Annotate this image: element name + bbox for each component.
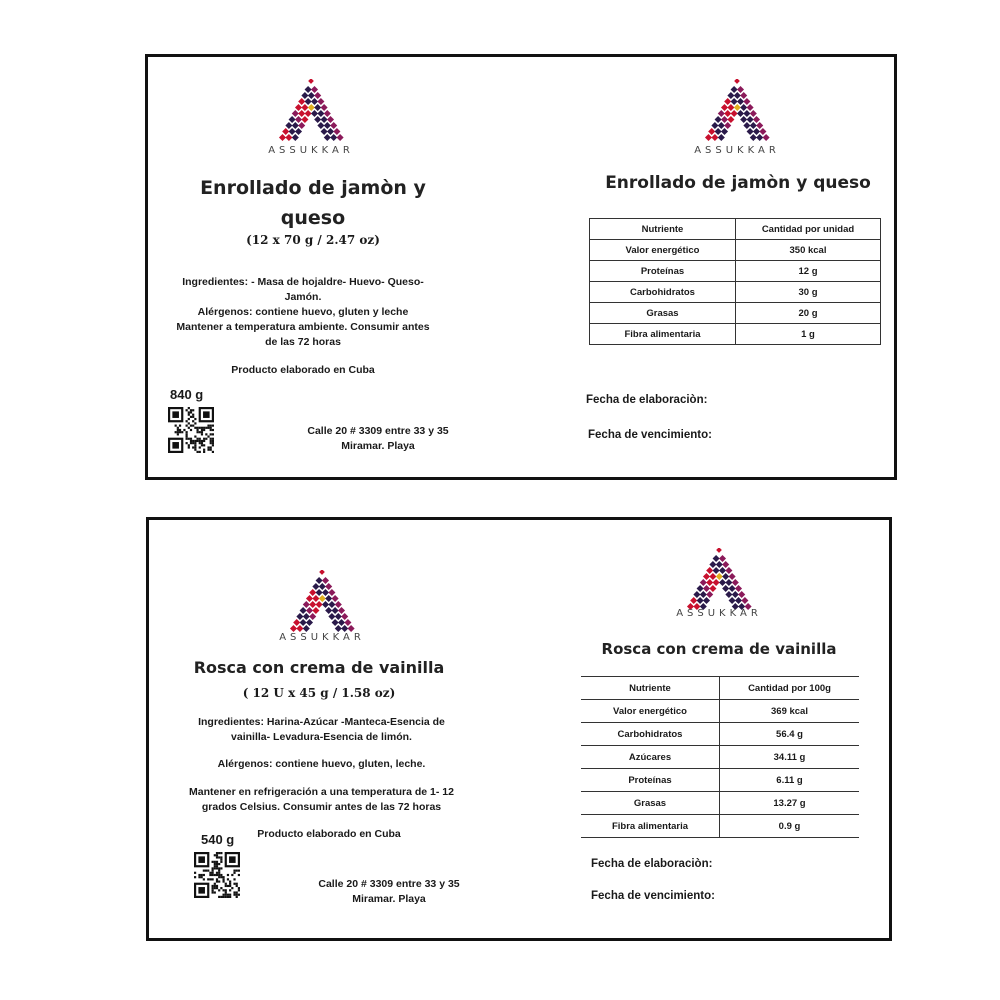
- product-label-rosca: [146, 517, 892, 941]
- address-line1: Calle 20 # 3309 entre 33 y 35: [307, 425, 449, 437]
- address-line2: Miramar. Playa: [352, 893, 426, 905]
- assukkar-logo: [692, 79, 782, 149]
- ingredients-line2: Jamón.: [284, 291, 322, 303]
- table-cell: 6.11 g: [720, 769, 860, 792]
- table-cell: 20 g: [736, 303, 881, 324]
- product-package-size: ( 12 U x 45 g / 1.58 oz): [242, 686, 396, 700]
- product-package-size: (12 x 70 g / 2.47 oz): [246, 233, 380, 247]
- table-row: [581, 746, 859, 769]
- table-header-cell: Cantidad por 100g: [720, 677, 860, 700]
- table-row: [581, 815, 859, 838]
- table-header-cell: Nutriente: [590, 219, 736, 240]
- production-date-label: Fecha de elaboraciòn:: [586, 394, 708, 406]
- expiry-date-label: Fecha de vencimiento:: [588, 429, 712, 441]
- production-date-label: Fecha de elaboraciòn:: [591, 858, 713, 870]
- table-cell: Carbohidratos: [590, 282, 736, 303]
- table-cell: 30 g: [736, 282, 881, 303]
- nutrition-title: Enrollado de jamòn y queso: [605, 173, 871, 193]
- brand-name: ASSUKKAR: [694, 145, 780, 156]
- table-header-cell: Nutriente: [581, 677, 720, 700]
- table-row: [581, 769, 859, 792]
- assukkar-logo: [266, 79, 356, 149]
- origin-text: Producto elaborado en Cuba: [257, 828, 401, 840]
- table-cell: 56.4 g: [720, 723, 860, 746]
- product-title: Rosca con crema de vainilla: [193, 658, 445, 677]
- table-row: [590, 261, 881, 282]
- storage-line1: Mantener en refrigeración a una temperatura de 1- 12: [189, 786, 454, 798]
- brand-name: ASSUKKAR: [268, 145, 354, 156]
- storage-text: [174, 785, 469, 815]
- origin-text: Producto elaborado en Cuba: [231, 364, 375, 376]
- table-row: [590, 324, 881, 345]
- address-line2: Miramar. Playa: [341, 440, 415, 452]
- table-row: [590, 282, 881, 303]
- product-label-enrollado: [145, 54, 897, 480]
- table-cell: Valor energético: [590, 240, 736, 261]
- nutrition-title: Rosca con crema de vainilla: [601, 640, 837, 658]
- table-cell: Azúcares: [581, 746, 720, 769]
- table-cell: 12 g: [736, 261, 881, 282]
- table-row: [590, 303, 881, 324]
- table-cell: Fibra alimentaria: [581, 815, 720, 838]
- table-cell: Carbohidratos: [581, 723, 720, 746]
- address-line1: Calle 20 # 3309 entre 33 y 35: [318, 878, 460, 890]
- table-header-row: [581, 677, 859, 700]
- net-weight: 840 g: [170, 387, 204, 402]
- table-header-row: [590, 219, 881, 240]
- storage-line2: de las 72 horas: [265, 336, 341, 348]
- storage-line1: Mantener a temperatura ambiente. Consumir antes: [176, 321, 430, 333]
- table-cell: Grasas: [581, 792, 720, 815]
- address-text: [278, 424, 478, 454]
- ingredients-text: [158, 275, 448, 350]
- ingredients-line1: Ingredientes: Harina-Azúcar -Manteca-Esencia de: [198, 716, 445, 728]
- table-cell: 13.27 g: [720, 792, 860, 815]
- table-cell: 1 g: [736, 324, 881, 345]
- table-cell: Proteínas: [590, 261, 736, 282]
- table-row: [590, 240, 881, 261]
- net-weight: 540 g: [201, 832, 235, 847]
- table-header-cell: Cantidad por unidad: [736, 219, 881, 240]
- nutrition-table: [581, 676, 859, 838]
- assukkar-logo: [277, 570, 367, 640]
- table-cell: 369 kcal: [720, 700, 860, 723]
- product-title-line2: queso: [280, 207, 346, 229]
- product-title-line1: Enrollado de jamòn y: [200, 177, 426, 199]
- table-row: [581, 700, 859, 723]
- brand-name: ASSUKKAR: [279, 632, 365, 643]
- nutrition-table: [589, 218, 881, 345]
- expiry-date-label: Fecha de vencimiento:: [591, 890, 715, 902]
- table-cell: 350 kcal: [736, 240, 881, 261]
- table-row: [581, 792, 859, 815]
- table-cell: 0.9 g: [720, 815, 860, 838]
- qr-code: [168, 407, 214, 453]
- table-cell: Grasas: [590, 303, 736, 324]
- ingredients-line1: Ingredientes: - Masa de hojaldre- Huevo- Queso-: [182, 276, 424, 288]
- table-row: [581, 723, 859, 746]
- ingredients-line2: vainilla- Levadura-Esencia de limón.: [231, 731, 412, 743]
- storage-line2: grados Celsius. Consumir antes de las 72 horas: [201, 801, 442, 813]
- allergens-text: Alérgenos: contiene huevo, gluten, leche.: [217, 758, 426, 770]
- table-cell: Valor energético: [581, 700, 720, 723]
- brand-name: ASSUKKAR: [676, 608, 762, 619]
- address-text: [289, 877, 489, 907]
- ingredients-text: [174, 715, 469, 745]
- product-title: [178, 173, 448, 233]
- allergens-text: Alérgenos: contiene huevo, gluten y leche: [197, 306, 409, 318]
- qr-code: [194, 852, 240, 898]
- table-cell: 34.11 g: [720, 746, 860, 769]
- table-cell: Proteínas: [581, 769, 720, 792]
- table-cell: Fibra alimentaria: [590, 324, 736, 345]
